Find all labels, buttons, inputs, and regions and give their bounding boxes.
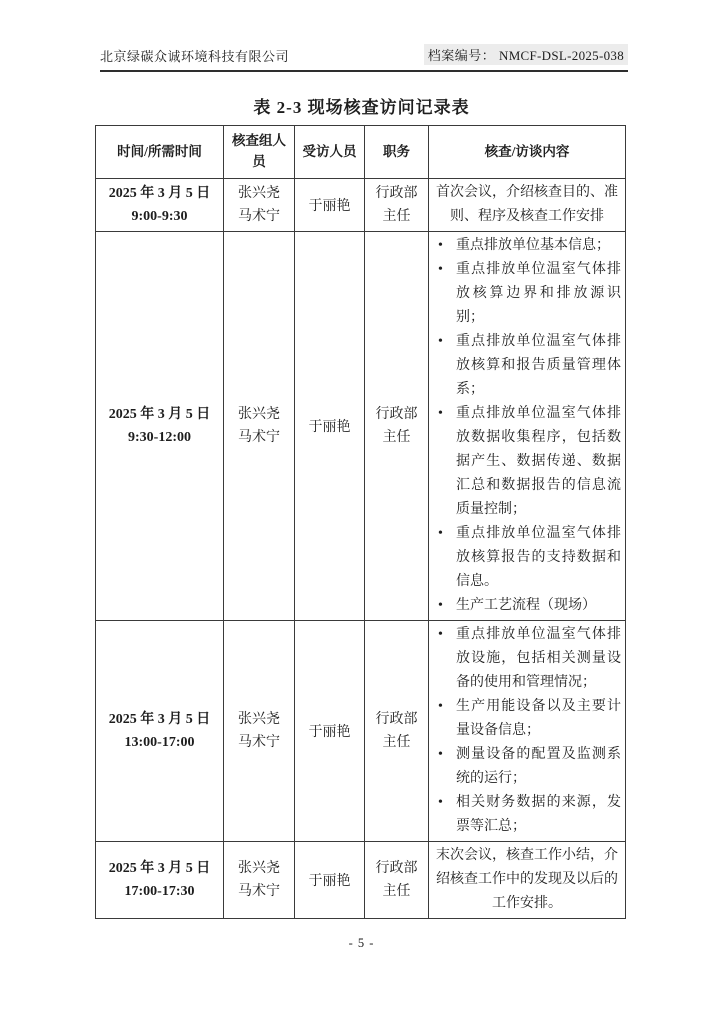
position-text: 主任	[382, 884, 411, 899]
page-header	[100, 44, 628, 72]
bullet-item: • 重点排放单位温室气体排放设施，包括相关测量设备的使用和管理情况；	[433, 623, 621, 695]
page-number: - 5 -	[348, 936, 375, 950]
time-range: 9:30-12:00	[128, 430, 191, 445]
position-text: 行政部	[375, 712, 418, 727]
bullet-list	[433, 623, 621, 839]
position-text: 行政部	[375, 861, 418, 876]
verifiers-cell	[224, 842, 295, 919]
interviewee-cell: 于丽艳	[295, 621, 365, 842]
interviewee-cell: 于丽艳	[295, 179, 365, 232]
position-cell	[365, 842, 429, 919]
verifier-name: 马术宁	[238, 884, 280, 899]
company-name: 北京绿碳众诚环境科技有限公司	[100, 49, 290, 64]
table-row	[96, 179, 626, 232]
bullet-item: • 生产工艺流程（现场）	[433, 594, 621, 618]
content-cell: 首次会议，介绍核查目的、准则、程序及核查工作安排	[429, 179, 626, 232]
table-row	[96, 842, 626, 919]
verifier-name: 张兴尧	[238, 712, 280, 727]
file-number-value: NMCF-DSL-2025-038	[499, 48, 624, 63]
bullet-item: • 相关财务数据的来源，发票等汇总；	[433, 791, 621, 839]
time-cell	[96, 179, 224, 232]
position-text: 主任	[382, 735, 411, 750]
header-time: 时间/所需时间	[96, 126, 224, 179]
verifiers-cell	[224, 621, 295, 842]
table-row	[96, 621, 626, 842]
date-text: 2025 年 3 月 5 日	[108, 186, 211, 201]
verifier-name: 张兴尧	[238, 186, 280, 201]
bullet-list	[433, 234, 621, 618]
record-table	[95, 125, 626, 919]
verifier-name: 张兴尧	[238, 407, 280, 422]
position-text: 行政部	[375, 186, 418, 201]
time-cell	[96, 842, 224, 919]
time-cell	[96, 621, 224, 842]
verifier-name: 张兴尧	[238, 861, 280, 876]
file-number	[424, 44, 628, 65]
file-number-label: 档案编号：	[427, 48, 496, 63]
position-cell	[365, 179, 429, 232]
position-text: 主任	[382, 430, 411, 445]
table-header-row	[96, 126, 626, 179]
date-text: 2025 年 3 月 5 日	[108, 407, 211, 422]
header-verifiers: 核查组人员	[224, 126, 295, 179]
header-interviewee: 受访人员	[295, 126, 365, 179]
interviewee-cell: 于丽艳	[295, 232, 365, 621]
time-range: 17:00-17:30	[124, 884, 195, 899]
bullet-item: • 重点排放单位温室气体排放核算和报告质量管理体系；	[433, 330, 621, 402]
bullet-item: • 重点排放单位基本信息；	[433, 234, 621, 258]
date-text: 2025 年 3 月 5 日	[108, 861, 211, 876]
position-text: 行政部	[375, 407, 418, 422]
time-cell	[96, 232, 224, 621]
content-cell	[429, 621, 626, 842]
position-cell	[365, 232, 429, 621]
bullet-item: • 测量设备的配置及监测系统的运行；	[433, 743, 621, 791]
bullet-item: • 重点排放单位温室气体排放数据收集程序，包括数据产生、数据传递、数据汇总和数据报告的信息流质量控制；	[433, 402, 621, 522]
verifier-name: 马术宁	[238, 735, 280, 750]
verifiers-cell	[224, 179, 295, 232]
bullet-item: • 生产用能设备以及主要计量设备信息；	[433, 695, 621, 743]
time-range: 9:00-9:30	[131, 209, 188, 224]
header-content: 核查/访谈内容	[429, 126, 626, 179]
verifier-name: 马术宁	[238, 209, 280, 224]
table-title: 表 2-3 现场核查访问记录表	[253, 98, 470, 117]
position-text: 主任	[382, 209, 411, 224]
content-cell: 末次会议，核查工作小结，介绍核查工作中的发现及以后的工作安排。	[429, 842, 626, 919]
header-position: 职务	[365, 126, 429, 179]
interviewee-cell: 于丽艳	[295, 842, 365, 919]
bullet-item: • 重点排放单位温室气体排放核算报告的支持数据和信息。	[433, 522, 621, 594]
table-row	[96, 232, 626, 621]
verifier-name: 马术宁	[238, 430, 280, 445]
date-text: 2025 年 3 月 5 日	[108, 712, 211, 727]
time-range: 13:00-17:00	[124, 735, 195, 750]
position-cell	[365, 621, 429, 842]
verifiers-cell	[224, 232, 295, 621]
content-cell	[429, 232, 626, 621]
bullet-item: • 重点排放单位温室气体排放核算边界和排放源识别；	[433, 258, 621, 330]
